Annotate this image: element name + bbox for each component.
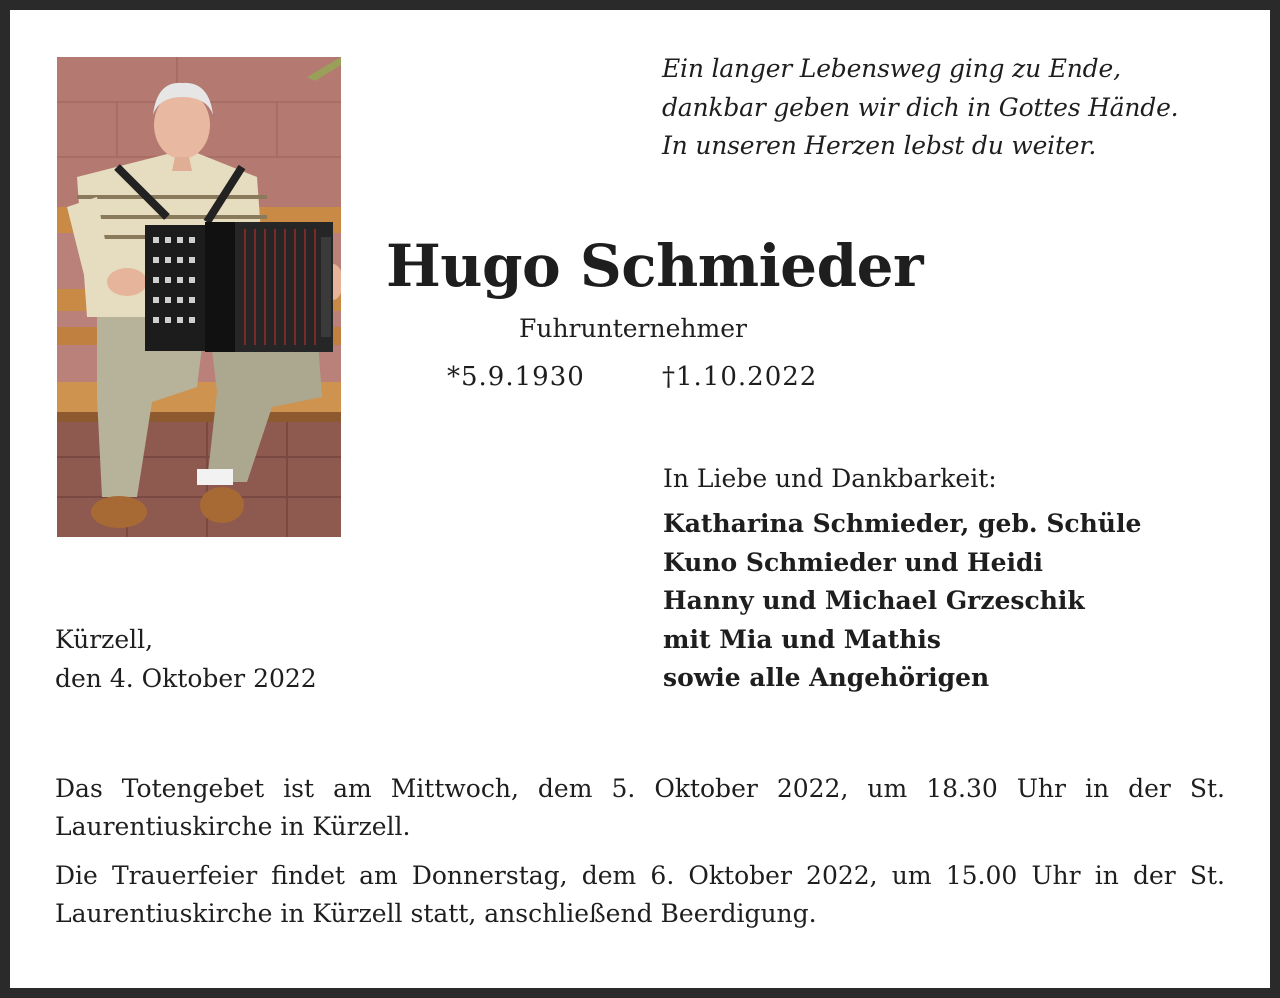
birth-date: *5.9.1930 (447, 362, 585, 392)
deceased-profession: Fuhrunternehmer (519, 314, 747, 343)
place-date: den 4. Oktober 2022 (55, 664, 317, 693)
family-member: Katharina Schmieder, geb. Schüle (663, 509, 1142, 538)
family-member: sowie alle Angehörigen (663, 663, 990, 692)
place-and-date (55, 620, 317, 698)
death-date: †1.10.2022 (662, 362, 818, 392)
family-intro: In Liebe und Dankbarkeit: (663, 464, 997, 493)
family-member: mit Mia und Mathis (663, 624, 941, 654)
deceased-name: Hugo Schmieder (386, 232, 924, 300)
funeral-notice: Die Trauerfeier findet am Donnerstag, dem 6. Oktober 2022, um 15.00 Uhr in der St. Laurentiuskirche in Kürzell statt, anschließend Beerdigung. (55, 861, 1225, 928)
family-member: Kuno Schmieder und Heidi (663, 547, 1044, 577)
family-member: Hanny und Michael Grzeschik (663, 586, 1085, 615)
poem-line: Ein langer Lebensweg ging zu Ende, (662, 54, 1121, 83)
prayer-notice: Das Totengebet ist am Mittwoch, dem 5. Oktober 2022, um 18.30 Uhr in der St. Laurentiuskirche in Kürzell. (55, 774, 1225, 841)
poem-line: In unseren Herzen lebst du weiter. (662, 131, 1097, 160)
portrait-photo (57, 57, 341, 537)
place-city: Kürzell, (55, 625, 154, 654)
family-members (663, 505, 1141, 698)
memorial-poem (662, 50, 1252, 166)
poem-line: dankbar geben wir dich in Gottes Hände. (662, 92, 1179, 122)
